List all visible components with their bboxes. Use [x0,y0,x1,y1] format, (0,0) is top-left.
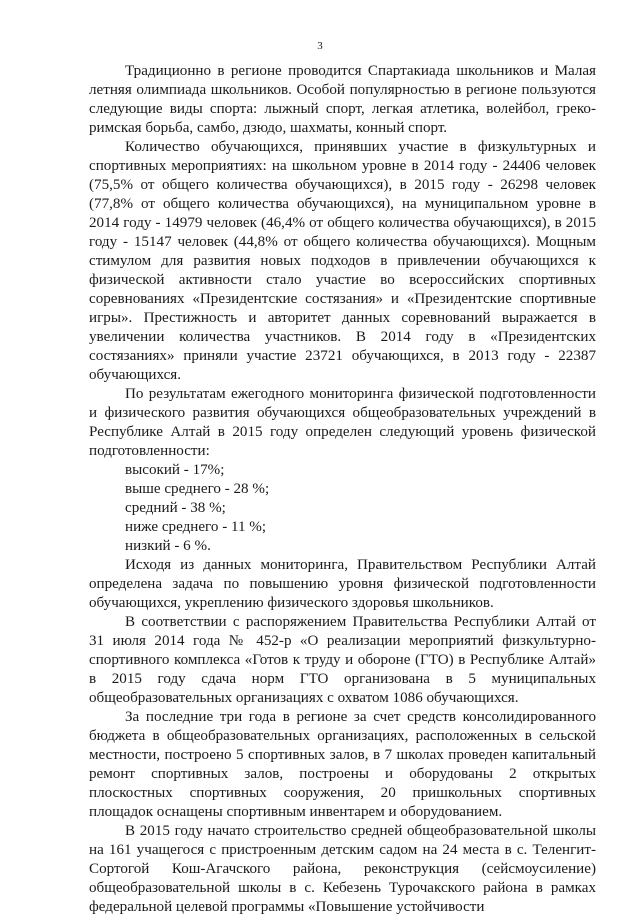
paragraph: Исходя из данных мониторинга, Правительством Республики Алтай определена задача по повышению уровня физической подготовленности обучающихся, укреплению физического здоровья школьников. [89,557,596,611]
list-item: выше среднего - 28 %; [125,481,270,497]
paragraph: По результатам ежегодного мониторинга физической подготовленности и физического развития обучающихся общеобразовательных учреждений в Республике Алтай в 2015 году определен следующий уровень физической подготовленности: [89,386,596,459]
paragraph: Количество обучающихся, принявших участие в физкультурных и спортивных мероприятиях: на школьном уровне в 2014 году - 24406 человек (75,5% от общего количества обучающихся), в 2015 году - 26298 человек (77,8% от общего количества обучающихся), на муниципальном уровне в 2014 году - 14979 человек (46,4% от общего количества обучающихся), в 2015 году - 15147 человек (44,8% от общего количества обучающихся). Мощным стимулом для развития новых подходов в привлечении обучающихся к физической активности стало участие во всероссийских спортивных соревнованиях «Президентские состязания» и «Президентские спортивные игры». Престижность и авторитет данных соревнований выражается в увеличении количества участников. В 2014 году в «Президентских состязаниях» приняли участие 23721 обучающихся, в 2013 году - 22387 обучающихся. [89,139,596,383]
document-body [89,62,596,917]
list-item: средний - 38 %; [125,500,226,516]
page-number: 3 [317,40,323,52]
list-item: ниже среднего - 11 %; [125,519,267,535]
paragraph: Традиционно в регионе проводится Спартакиада школьников и Малая летняя олимпиада школьников. Особой популярностью в регионе пользуются следующие виды спорта: лыжный спорт, легкая атлетика, волейбол, греко-римская борьба, самбо, дзюдо, шахматы, конный спорт. [89,63,596,136]
paragraph: В соответствии с распоряжением Правительства Республики Алтай от 31 июля 2014 года № 452-р «О реализации мероприятий физкультурно-спортивного комплекса «Готов к труду и обороне (ГТО) в Республике Алтай» в 2015 году сдача норм ГТО организована в 5 муниципальных общеобразовательных организациях с охватом 1086 обучающихся. [89,614,596,706]
list-item: низкий - 6 %. [125,538,211,554]
paragraph: В 2015 году начато строительство средней общеобразовательной школы на 161 учащегося с пристроенным детским садом на 24 места в с. Теленгит-Сортогой Кош-Агачского района, реконструкция (сейсмоусиление) общеобразовательной школы в с. Кебезень Турочакского района в рамках федеральной целевой программы «Повышение устойчивости [89,823,596,915]
list-item: высокий - 17%; [125,462,225,478]
paragraph: За последние три года в регионе за счет средств консолидированного бюджета в общеобразовательных организациях, расположенных в сельской местности, построено 5 спортивных залов, в 7 школах проведен капитальный ремонт спортивных залов, построены и оборудованы 2 открытых плоскостных спортивных сооружения, 20 пришкольных спортивных площадок оснащены спортивным инвентарем и оборудованием. [89,709,596,820]
